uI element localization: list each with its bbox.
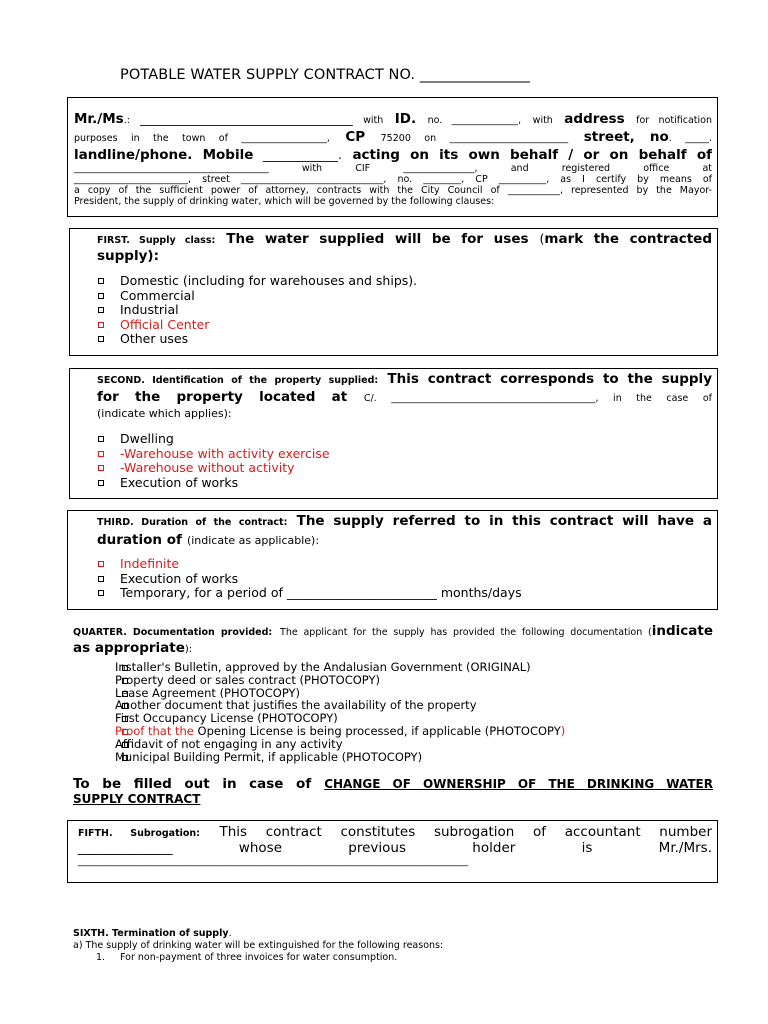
checkbox-option[interactable]: [97, 318, 712, 333]
cp-text: 75200 on _________________________: [380, 133, 569, 144]
sixth-item-1: [73, 952, 713, 964]
no-text: no.: [427, 115, 443, 126]
option-label: Official Center: [120, 316, 210, 332]
second-line-2: [97, 388, 712, 407]
sixth-item-1-number: 1.: [96, 952, 106, 963]
intro-box: [67, 97, 718, 217]
option-label: Affidavit of not engaging in any activity: [115, 736, 343, 751]
intro-line-3: [74, 146, 712, 163]
with-text: with: [363, 115, 384, 126]
checkbox-icon[interactable]: [122, 703, 128, 709]
second-line-1: [97, 370, 712, 388]
sixth-a: a) The supply of drinking water will be extinguished for the following reasons:: [73, 940, 444, 951]
option-label-red: Proof that the: [115, 723, 194, 738]
checkbox-option[interactable]: [97, 751, 565, 764]
cp-label: CP: [345, 129, 366, 145]
option-label: Another document that justifies the availability of the property: [115, 698, 477, 713]
fifth-text-1: This contract constitutes subrogation of accountant number: [219, 824, 712, 840]
mr-ms-label: Mr./Ms: [74, 111, 124, 127]
option-label: Other uses: [120, 331, 189, 346]
second-heading: SECOND. Identification of the property supplied:: [97, 375, 379, 386]
checkbox-icon[interactable]: [98, 307, 104, 313]
intro-line-5: ________________________, street ______________________________, no. ________, CP __________, as I certify by means of: [74, 174, 712, 185]
change-ownership-note: [73, 775, 713, 807]
option-label: Lease Agreement (PHOTOCOPY): [115, 685, 301, 700]
property-type-list: [97, 432, 712, 490]
change-underlined-2: SUPPLY CONTRACT: [73, 792, 201, 806]
for-notification-text: for notification: [636, 115, 712, 126]
option-label-red-end: ): [560, 723, 566, 738]
option-label: Installer's Bulletin, approved by the Andalusian Government (ORIGINAL): [115, 660, 531, 674]
name-blank: __________________________________: [129, 111, 364, 126]
quarter-appropriate: as appropriate: [73, 640, 185, 656]
checkbox-option[interactable]: [97, 461, 712, 476]
change-line-1: [73, 775, 713, 792]
checkbox-option[interactable]: [97, 447, 712, 462]
quarter-heading: QUARTER. Documentation provided:: [73, 627, 273, 638]
checkbox-option[interactable]: [97, 432, 712, 447]
checkbox-icon[interactable]: [98, 293, 104, 299]
fifth-heading: FIFTH. Subrogation:: [78, 828, 200, 839]
option-label: Municipal Building Permit, if applicable (PHOTOCOPY): [115, 749, 423, 764]
second-line-3: (indicate which applies):: [97, 407, 232, 420]
quarter-lead: The applicant for the supply has provided the following documentation (: [280, 627, 652, 638]
option-label: -Warehouse with activity exercise: [120, 445, 330, 461]
checkbox-icon[interactable]: [98, 561, 104, 567]
checkbox-icon[interactable]: [98, 465, 104, 471]
checkbox-icon[interactable]: [98, 278, 104, 284]
intro-line-2: [74, 128, 712, 146]
checkbox-icon[interactable]: [98, 336, 104, 342]
change-underlined: CHANGE OF OWNERSHIP OF THE DRINKING WATER: [324, 777, 713, 791]
checkbox-icon[interactable]: [122, 678, 128, 684]
mobile-blank: ____________.: [253, 147, 342, 162]
checkbox-icon[interactable]: [98, 590, 104, 596]
checkbox-icon[interactable]: [98, 480, 104, 486]
third-line-2: [97, 530, 712, 549]
fifth-line-3: ______________________________________________________________________________: [78, 856, 468, 867]
first-mark: mark the contracted: [544, 231, 712, 247]
first-lead: The water supplied will be for uses: [226, 231, 529, 247]
landline-label: landline/phone. Mobile: [74, 147, 254, 163]
sixth-heading-line: [73, 928, 713, 940]
id-label: ID.: [394, 111, 417, 127]
checkbox-option[interactable]: [97, 572, 712, 587]
fifth-clause-box: [67, 820, 718, 883]
third-clause-box: [67, 510, 718, 610]
acting-label: acting on its own behalf / or on behalf of: [352, 147, 712, 163]
sixth-clause: [73, 928, 713, 964]
first-clause-box: [69, 228, 718, 356]
first-heading: FIRST. Supply class:: [97, 235, 216, 246]
first-line-2: supply):: [97, 248, 159, 264]
quarter-paren-end: ):: [184, 644, 193, 655]
supply-class-list: [97, 274, 712, 347]
option-label: Commercial: [120, 287, 195, 303]
option-label: Execution of works: [120, 474, 239, 490]
checkbox-option[interactable]: [97, 557, 712, 572]
street-label: street, no: [583, 129, 669, 145]
third-duration: duration of: [97, 532, 182, 548]
second-address-blank: C/. ___________________________________________, in the case of: [363, 393, 712, 404]
third-lead: The supply referred to in this contract will have a: [296, 513, 712, 529]
change-lead: To be filled out in case of: [73, 776, 312, 792]
first-line-1: [97, 230, 712, 248]
quarter-line-1: [73, 622, 713, 640]
checkbox-option[interactable]: [97, 476, 712, 491]
checkbox-icon[interactable]: [122, 742, 128, 748]
second-located: for the property located at: [97, 389, 348, 405]
option-label: Industrial: [120, 302, 179, 317]
sixth-heading: SIXTH. Termination of supply: [73, 928, 229, 939]
quarter-line-2: [73, 640, 713, 657]
with-text-2: with: [532, 115, 553, 126]
third-heading: THIRD. Duration of the contract:: [97, 517, 288, 528]
third-indicate: (indicate as applicable):: [186, 534, 320, 547]
intro-line-7: President, the supply of drinking water, which will be governed by the following clauses:: [74, 196, 495, 207]
checkbox-icon[interactable]: [98, 436, 104, 442]
checkbox-icon[interactable]: [122, 755, 128, 761]
intro-line-4: _________________________________________ with CIF _______________, and registered office at: [74, 163, 712, 174]
option-label: Opening License is being processed, if applicable (PHOTOCOPY: [193, 723, 561, 738]
option-label: -Warehouse without activity: [120, 460, 295, 475]
third-line-1: [97, 512, 712, 530]
sixth-period: .: [228, 928, 232, 939]
intro-line-1: [74, 110, 712, 128]
documentation-list: [97, 661, 565, 763]
checkbox-option[interactable]: [97, 274, 712, 289]
checkbox-icon[interactable]: [122, 691, 128, 697]
option-label: Dwelling: [120, 431, 174, 446]
town-text: purposes in the town of __________________,: [74, 133, 330, 144]
checkbox-icon[interactable]: [122, 716, 128, 722]
quarter-clause: [73, 622, 713, 657]
street-no-blank: . _____.: [668, 133, 712, 144]
page-title: POTABLE WATER SUPPLY CONTRACT NO. _______________: [120, 67, 531, 83]
option-label: Execution of works: [120, 570, 239, 586]
second-clause-box: [69, 368, 718, 499]
fifth-line-2: ______________ whose previous holder is Mr./Mrs.: [78, 840, 712, 856]
checkbox-icon[interactable]: [98, 576, 104, 582]
intro-line-6: a copy of the sufficient power of attorney, contracts with the City Council of ___________, represented by the Mayor-: [74, 185, 712, 196]
fifth-line-1: [78, 823, 712, 841]
second-lead: This contract corresponds to the supply: [387, 371, 712, 387]
sixth-item-1-text: For non-payment of three invoices for water consumption.: [120, 952, 398, 963]
option-label: Indefinite: [120, 556, 180, 571]
id-blank: ______________,: [442, 115, 522, 126]
option-label: First Occupancy License (PHOTOCOPY): [115, 711, 338, 726]
checkbox-option[interactable]: [97, 303, 712, 318]
first-paren: (: [539, 231, 545, 246]
checkbox-icon[interactable]: [98, 322, 104, 328]
checkbox-option[interactable]: [97, 586, 712, 601]
colon: .:: [123, 115, 130, 126]
duration-list: [97, 557, 712, 601]
option-label: Temporary, for a period of ________________________ months/days: [120, 585, 522, 600]
address-label: address: [564, 111, 625, 127]
checkbox-icon[interactable]: [122, 729, 128, 735]
quarter-indicate: indicate: [651, 623, 714, 639]
option-label: Domestic (including for warehouses and ships).: [120, 273, 418, 288]
checkbox-icon[interactable]: [98, 451, 104, 457]
checkbox-option[interactable]: [97, 289, 712, 304]
option-label: Property deed or sales contract (PHOTOCOPY): [115, 672, 380, 687]
checkbox-option[interactable]: [97, 332, 712, 347]
checkbox-icon[interactable]: [122, 665, 128, 671]
